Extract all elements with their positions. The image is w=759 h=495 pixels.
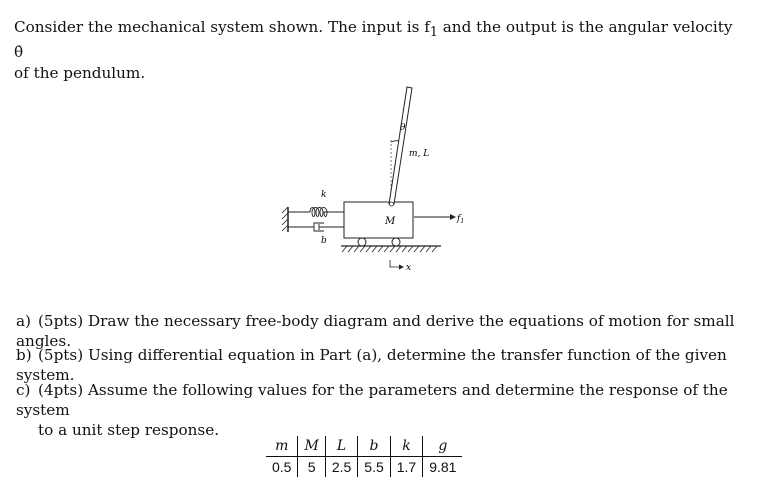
ground-hatching — [342, 246, 437, 252]
question-b — [16, 345, 746, 385]
damper — [288, 223, 344, 231]
theta-arc — [391, 141, 399, 142]
cart-body — [344, 202, 413, 238]
param-value: 5 — [298, 457, 325, 478]
param-value: 9.81 — [423, 457, 463, 478]
cart-label: M — [385, 216, 396, 227]
pivot — [390, 202, 394, 206]
pendulum-label: m, L — [409, 149, 430, 159]
param-header: M — [298, 436, 325, 457]
question-b-text: (5pts) Using differential equation in Part (a), determine the transfer function of the given system. — [16, 346, 727, 384]
param-value: 5.5 — [358, 457, 390, 478]
question-b-label: b) — [16, 346, 32, 364]
param-header: L — [325, 436, 357, 457]
question-c — [16, 380, 746, 440]
damper-label: b — [321, 236, 327, 246]
spring — [288, 208, 344, 217]
theta-label: θ — [400, 123, 406, 133]
param-value: 1.7 — [390, 457, 422, 478]
problem-line-2: of the pendulum. — [14, 64, 146, 83]
parameter-table — [266, 436, 462, 477]
question-c-text-cont: to a unit step response. — [38, 421, 220, 439]
force-arrowhead — [450, 214, 456, 220]
mechanical-system-figure — [276, 80, 476, 280]
cart-wheel-right — [392, 238, 400, 246]
force-label: $f_1$ — [457, 214, 465, 225]
param-header: b — [358, 436, 390, 457]
param-value: 2.5 — [325, 457, 357, 478]
param-header: g — [423, 436, 463, 457]
x-arrow — [390, 260, 400, 267]
param-header: m — [266, 436, 298, 457]
problem-line-1: Consider the mechanical system shown. The input is $f_1$ and the output is the angular velocity θ̇ — [14, 18, 733, 62]
question-c-text: (4pts) Assume the following values for the parameters and determine the response of the system — [16, 381, 728, 419]
problem-statement — [14, 17, 744, 84]
x-arrowhead — [399, 265, 404, 270]
question-a-label: a) — [16, 312, 31, 330]
parameter-header-row — [266, 436, 462, 457]
param-header: k — [390, 436, 422, 457]
spring-label: k — [321, 190, 327, 200]
question-a-text: (5pts) Draw the necessary free-body diagram and derive the equations of motion for small angles. — [16, 312, 735, 350]
pendulum-rod — [389, 87, 412, 204]
wall-hatching — [282, 207, 288, 231]
param-value: 0.5 — [272, 459, 292, 475]
x-label: x — [406, 263, 412, 273]
parameter-value-row — [266, 457, 462, 478]
figure-svg — [276, 80, 476, 280]
cart-wheel-left — [358, 238, 366, 246]
question-c-label: c) — [16, 381, 31, 399]
